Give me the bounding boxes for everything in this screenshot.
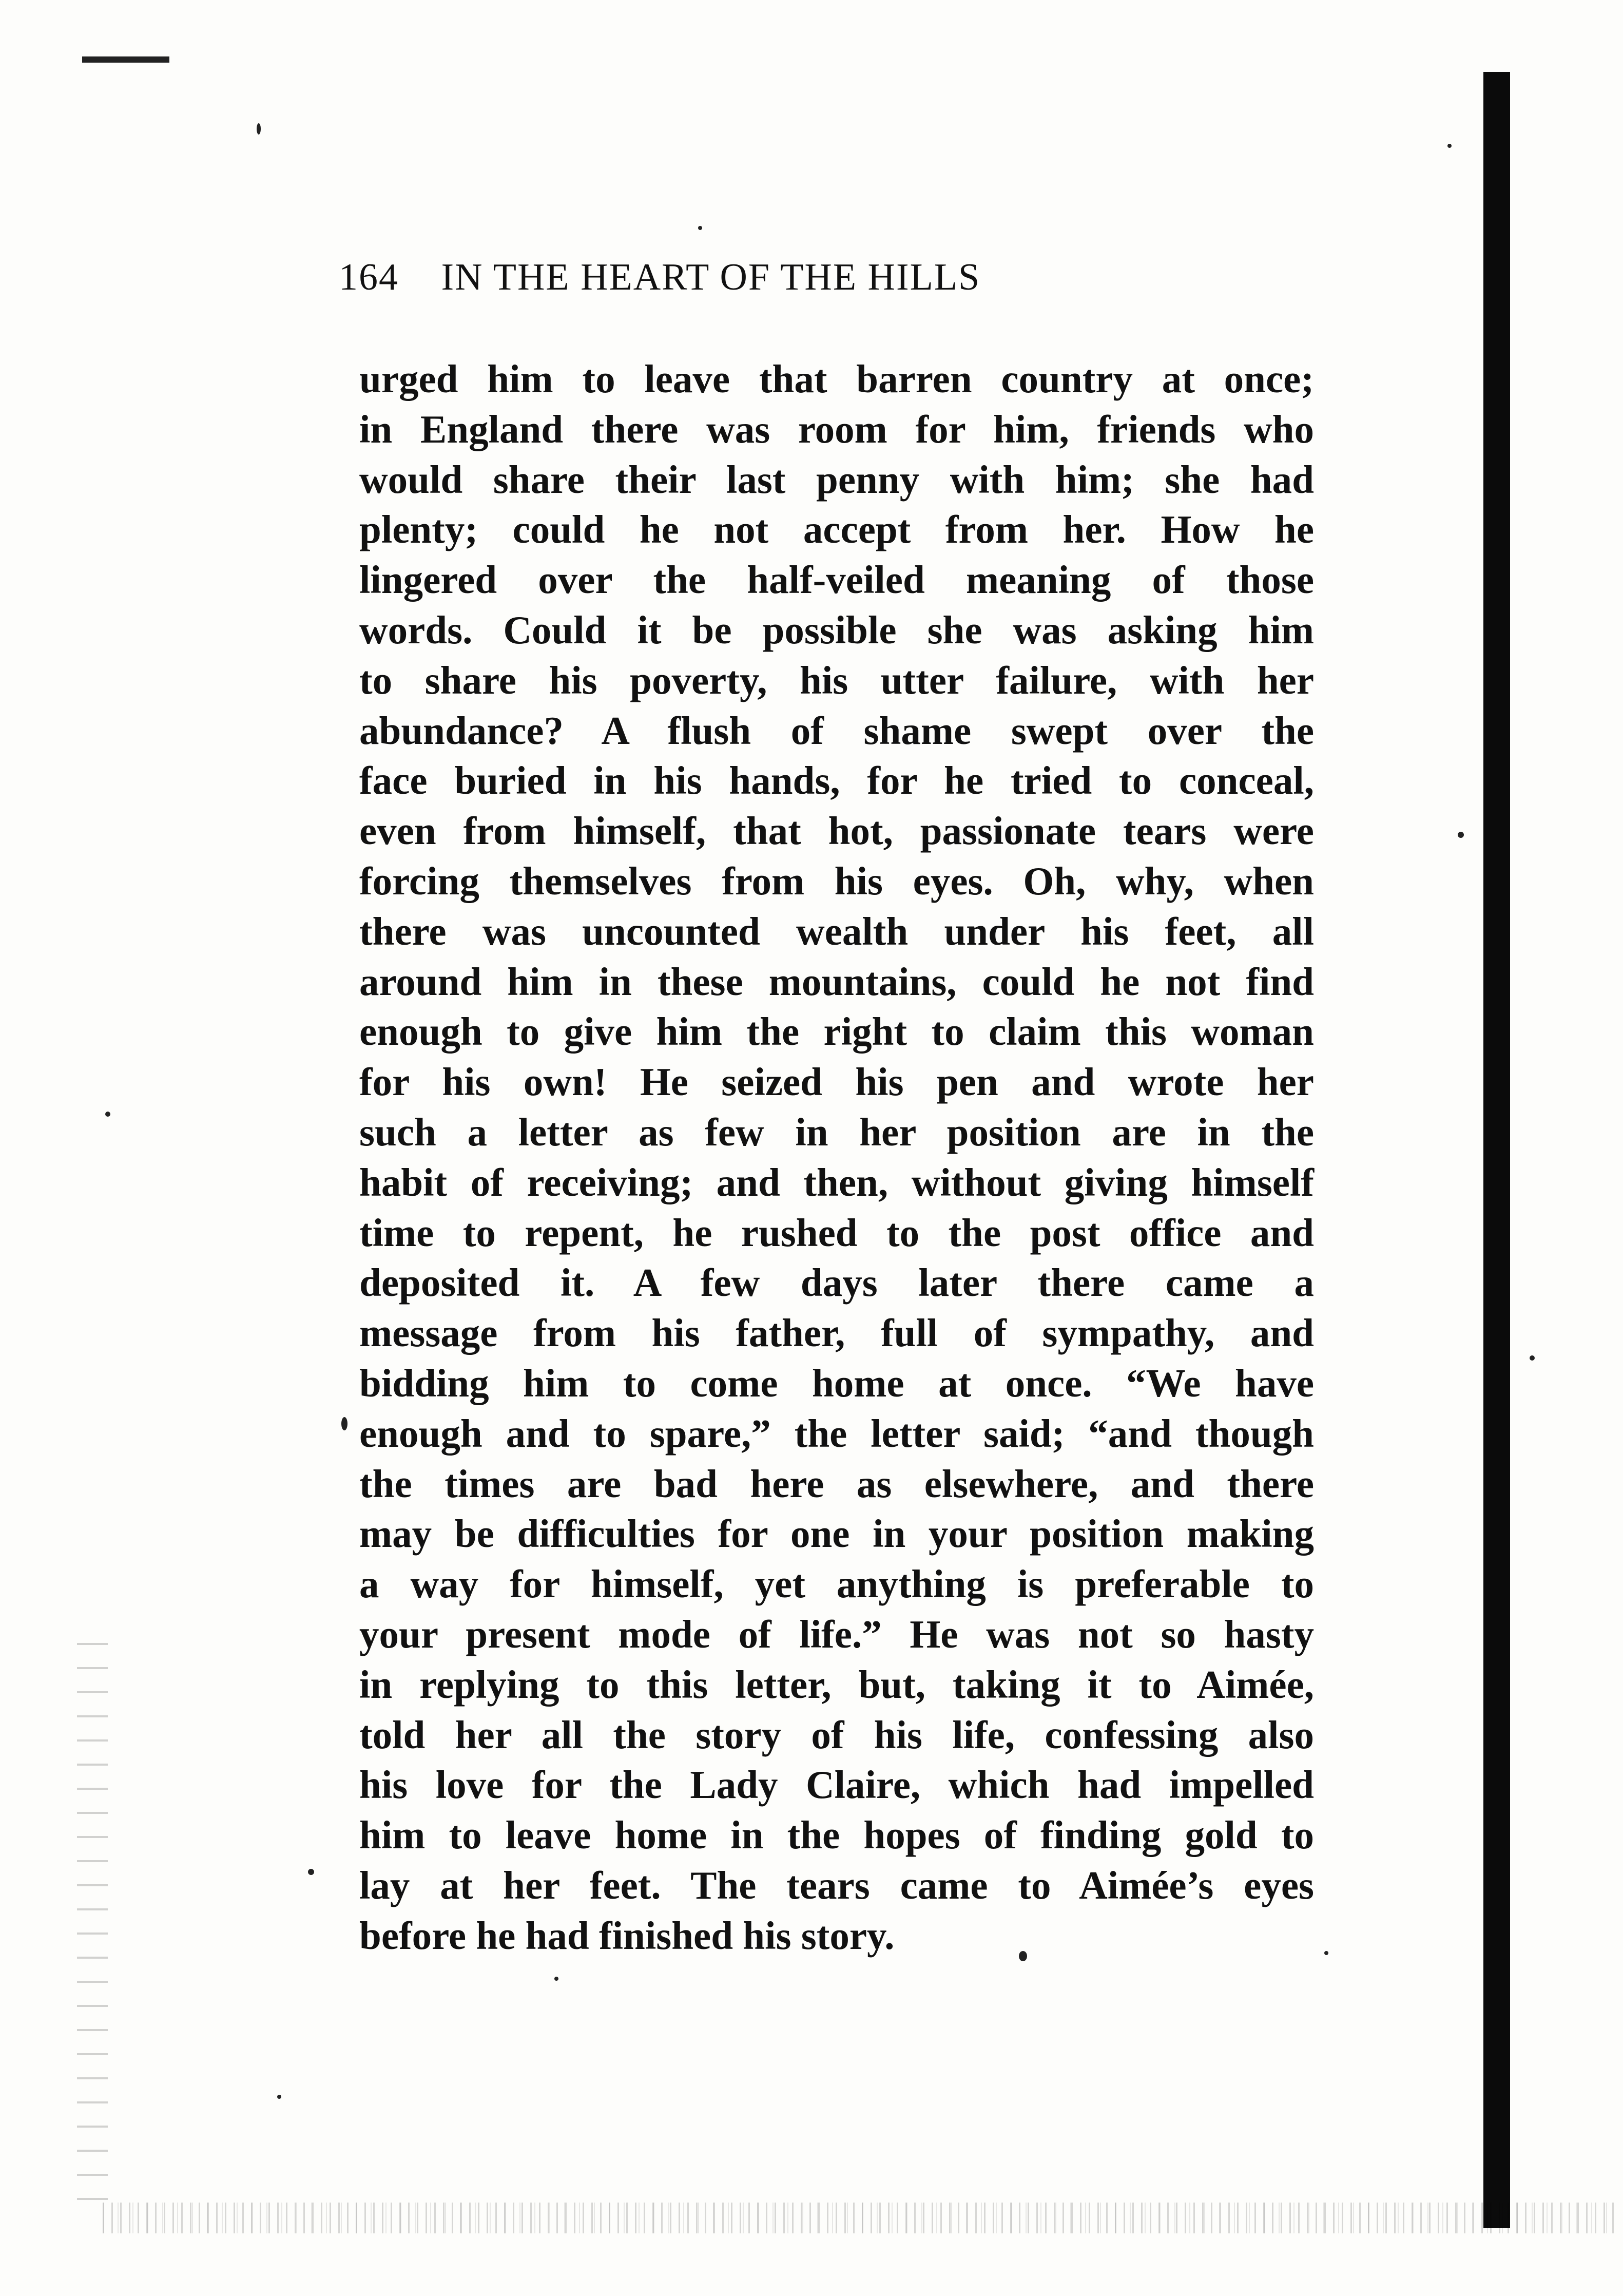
text-line: urged him to leave that barren country at once; [359, 357, 1314, 401]
text-line: the times are bad here as elsewhere, and there [359, 1461, 1314, 1506]
text-line: lay at her feet. The tears came to Aimée’s eyes [359, 1863, 1314, 1907]
text-line: for his own! He seized his pen and wrote her [359, 1060, 1314, 1104]
text-line: bidding him to come home at once. “We have [359, 1361, 1314, 1405]
text-line: time to repent, he rushed to the post office and [359, 1210, 1314, 1255]
page-number: 164 [339, 256, 399, 298]
text-line: plenty; could he not accept from her. How he [359, 507, 1314, 552]
text-line: message from his father, full of sympathy, and [359, 1311, 1314, 1355]
text-line: such a letter as few in her position are in the [359, 1109, 1314, 1154]
scan-speck [554, 1977, 558, 1981]
text-line: a way for himself, yet anything is preferable to [359, 1562, 1314, 1606]
scan-speck [1324, 1951, 1328, 1955]
scan-speck [277, 2095, 281, 2099]
scan-noise-left [77, 1643, 108, 2208]
binding-gutter-shadow [1483, 72, 1510, 2228]
text-line: even from himself, that hot, passionate tears were [359, 809, 1314, 853]
text-line: there was uncounted wealth under his feet, all [359, 909, 1314, 953]
body-text [359, 354, 1314, 1961]
scan-speck [1458, 832, 1464, 838]
scan-speck [257, 123, 261, 135]
text-line: deposited it. A few days later there came a [359, 1260, 1314, 1305]
scan-speck [1530, 1355, 1535, 1361]
text-line: enough to give him the right to claim this woman [359, 1009, 1314, 1054]
running-title: IN THE HEART OF THE HILLS [441, 256, 981, 298]
scan-noise-bottom [103, 2203, 1617, 2233]
scan-speck [1447, 144, 1452, 148]
scan-speck [698, 226, 702, 230]
scan-speck [105, 1112, 110, 1117]
text-line: to share his poverty, his utter failure, with her [359, 658, 1314, 702]
scan-speck [1019, 1951, 1027, 1961]
text-line: in replying to this letter, but, taking it to Aimée, [359, 1662, 1314, 1707]
text-line: face buried in his hands, for he tried to conceal, [359, 758, 1314, 803]
text-line: forcing themselves from his eyes. Oh, why, when [359, 858, 1314, 903]
running-header [339, 256, 1314, 312]
text-line: him to leave home in the hopes of finding gold to [359, 1813, 1314, 1858]
scan-mark [82, 56, 169, 63]
text-line: your present mode of life.” He was not so hasty [359, 1612, 1314, 1656]
text-line: may be difficulties for one in your position making [359, 1511, 1314, 1556]
scan-speck [308, 1869, 314, 1875]
text-line: told her all the story of his life, confessing also [359, 1712, 1314, 1757]
text-line: words. Could it be possible she was asking him [359, 607, 1314, 652]
text-line: would share their last penny with him; she had [359, 457, 1314, 502]
text-line: his love for the Lady Claire, which had impelled [359, 1763, 1314, 1807]
text-line: lingered over the half-veiled meaning of those [359, 558, 1314, 602]
text-line: abundance? A flush of shame swept over the [359, 708, 1314, 753]
text-line: before he had finished his story. [359, 1913, 895, 1958]
text-line: in England there was room for him, friends who [359, 407, 1314, 451]
text-line: habit of receiving; and then, without giving himself [359, 1160, 1314, 1204]
text-line: around him in these mountains, could he not find [359, 959, 1314, 1004]
scan-speck [341, 1417, 347, 1430]
text-line: enough and to spare,” the letter said; “and though [359, 1411, 1314, 1456]
